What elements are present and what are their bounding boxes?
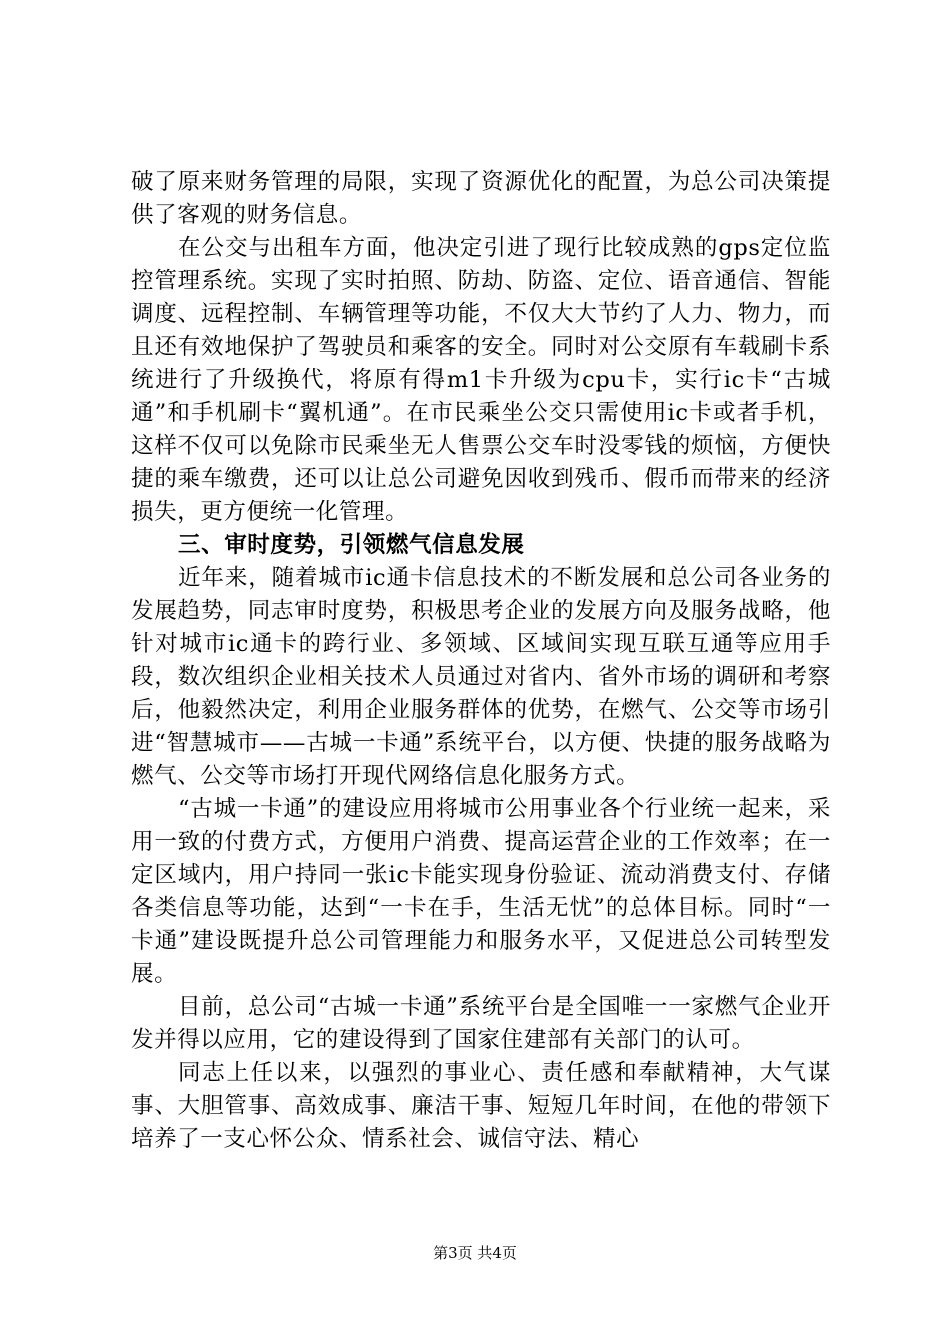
paragraph-6: 同志上任以来，以强烈的事业心、责任感和奉献精神，大气谋事、大胆管事、高效成事、廉洁干事、短短几年时间，在他的带领下培养了一支心怀公众、情系社会、诚信守法、精心 xyxy=(131,1060,831,1152)
section-heading: 三、审时度势，引领燃气信息发展 xyxy=(178,532,525,558)
paragraph-3: 近年来，随着城市ic通卡信息技术的不断发展和总公司各业务的发展趋势，同志审时度势，积极思考企业的发展方向及服务战略，他针对城市ic通卡的跨行业、多领域、区域间实现互联互通等应用手段，数次组织企业相关技术人员通过对省内、省外市场的调研和考察后，他毅然决定，利用企业服务群体的优势，在燃气、公交等市场引进“智慧城市——古城一卡通”系统平台，以方便、快捷的服务战略为燃气、公交等市场打开现代网络信息化服务方式。 xyxy=(131,565,831,789)
paragraph-5: 目前，总公司“古城一卡通”系统平台是全国唯一一家燃气企业开发并得以应用，它的建设得到了国家住建部有关部门的认可。 xyxy=(131,994,831,1053)
paragraph-2: 在公交与出租车方面，他决定引进了现行比较成熟的gps定位监控管理系统。实现了实时拍照、防劫、防盗、定位、语音通信、智能调度、远程控制、车辆管理等功能，不仅大大节约了人力、物力，而且还有效地保护了驾驶员和乘客的安全。同时对公交原有车载刷卡系统进行了升级换代，将原有得m1卡升级为cpu卡，实行ic卡“古城通”和手机刷卡“翼机通”。在市民乘坐公交只需使用ic卡或者手机，这样不仅可以免除市民乘坐无人售票公交车时没零钱的烦恼，方便快捷的乘车缴费，还可以让总公司避免因收到残币、假币而带来的经济损失，更方便统一化管理。 xyxy=(131,235,831,525)
paragraph-4: “古城一卡通”的建设应用将城市公用事业各个行业统一起来，采用一致的付费方式，方便用户消费、提高运营企业的工作效率；在一定区域内，用户持同一张ic卡能实现身份验证、流动消费支付、存储各类信息等功能，达到“一卡在手，生活无忧”的总体目标。同时“一卡通”建设既提升总公司管理能力和服务水平，又促进总公司转型发展。 xyxy=(131,796,831,987)
page-footer: 第3页 共4页 xyxy=(433,1244,517,1262)
document-body xyxy=(131,166,831,1156)
paragraph-1: 破了原来财务管理的局限，实现了资源优化的配置，为总公司决策提供了客观的财务信息。 xyxy=(131,169,831,228)
